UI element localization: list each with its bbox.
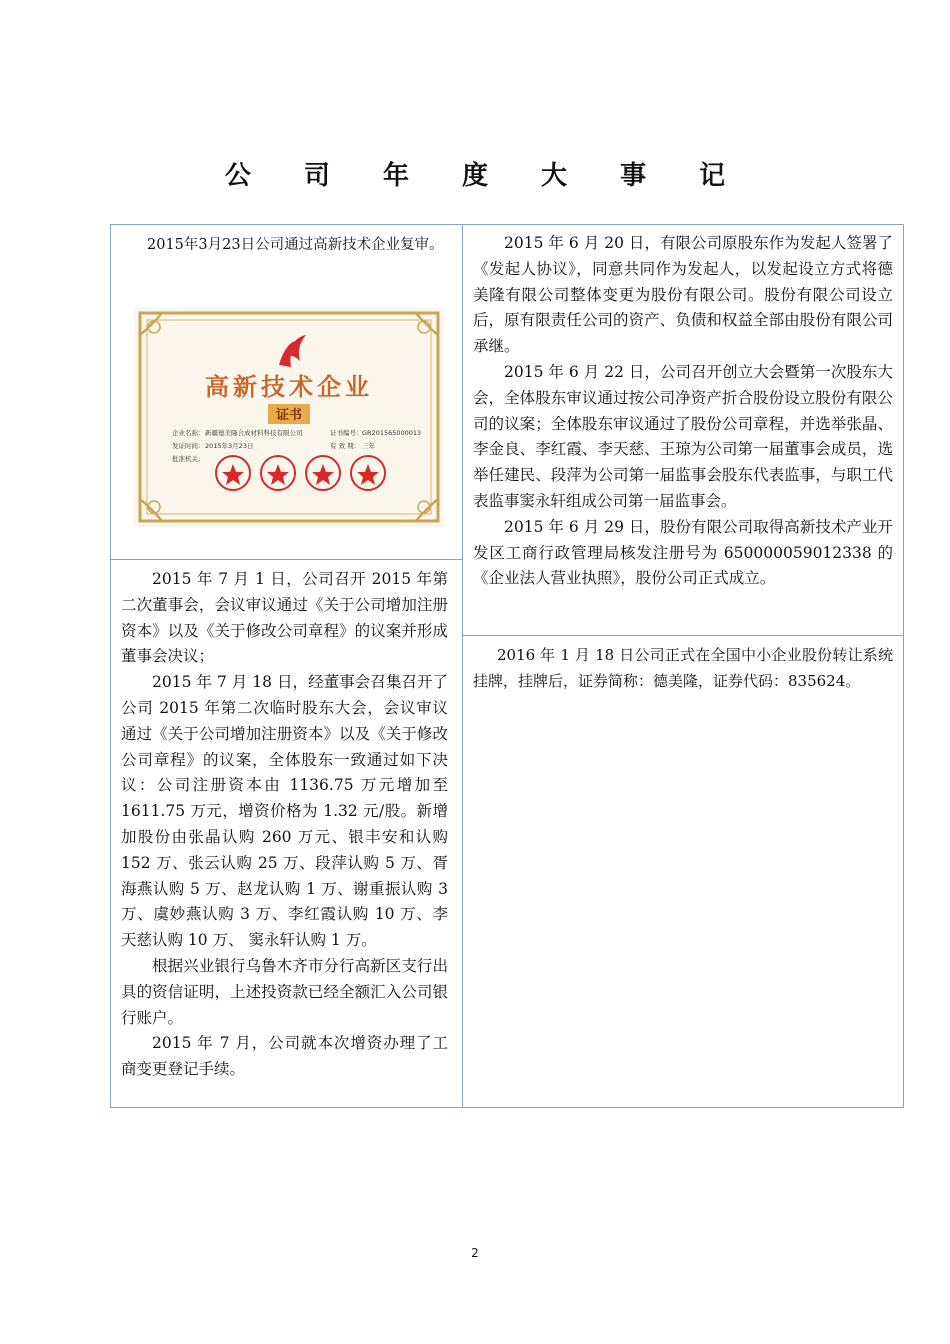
certificate-image (134, 307, 444, 527)
cert-validity-value: 三年 (362, 442, 375, 450)
event-cell-listing (462, 635, 904, 1108)
certificate-heading: 高新技术企业 (205, 373, 373, 401)
event-paragraph: 2015 年 6 月 20 日，有限公司原股东作为发起人签署了《发起人协议》，同意共同作为发起人，以发起设立方式将德美隆有限公司整体变更为股份有限公司。股份有限公司设立后，原有限责任公司的资产、负债和权益全部由股份有限公司承继。 (473, 234, 893, 356)
cert-issue-label: 发证时间： (172, 442, 205, 450)
event-paragraph: 2015 年 6 月 22 日，公司召开创立大会暨第一次股东大会，全体股东审议通过按公司净资产折合股份设立股份有限公司的议案；全体股东审议通过了股份公司章程，并选举张晶、李金良、李红霞、李天慈、王琼为公司第一届董事会成员，选举任建民、段萍为公司第一届监事会股东代表监事，与职工代表监事窦永轩组成公司第一届监事会。 (473, 362, 893, 510)
event-cell-capital-increase (110, 559, 463, 1108)
cert-company-value: 新疆德美隆合成材料科技有限公司 (205, 429, 303, 437)
cert-no-label: 证书编号： (330, 429, 363, 437)
cert-no-value: GR201565000013 (362, 429, 422, 437)
page-title: 公 司 年 度 大 事 记 (224, 161, 748, 191)
event-paragraph: 2015 年 7 月 1 日，公司召开 2015 年第二次董事会，会议审议通过《关于公司增加注册资本》以及《关于修改公司章程》的议案并形成董事会决议； (121, 570, 448, 666)
page-number: 2 (471, 1246, 479, 1260)
listing-text: 2016 年 1 月 18 日公司正式在全国中小企业股份转让系统挂牌，挂牌后，证券简称：德美隆，证券代码：835624。 (473, 646, 893, 690)
cert-issue-value: 2015年3月23日 (205, 442, 254, 450)
event-paragraph: 2015 年 6 月 29 日，股份有限公司取得高新技术产业开发区工商行政管理局核发注册号为 650000059012338 的《企业法人营业执照》，股份公司正式成立。 (473, 517, 893, 588)
cert-company-label: 企业名称： (172, 429, 205, 437)
event-cell-joint-stock-conversion (462, 224, 904, 636)
event-cell-cert-recheck (110, 224, 463, 560)
cert-approver-label: 批准机关： (172, 455, 205, 463)
event-paragraph: 2015 年 7 月，公司就本次增资办理了工商变更登记手续。 (121, 1034, 448, 1079)
event-paragraph: 根据兴业银行乌鲁木齐市分行高新区支行出具的资信证明，上述投资款已经全额汇入公司银行账户。 (121, 956, 448, 1027)
cert-recheck-text: 2015年3月23日公司通过高新技术企业复审。 (147, 237, 444, 253)
certificate-subheading: 证书 (275, 408, 303, 423)
cert-validity-label: 有 效 期： (330, 442, 361, 450)
event-paragraph: 2015 年 7 月 18 日，经董事会召集召开了公司 2015 年第二次临时股东大会，会议审议通过《关于公司增加注册资本》以及《关于修改公司章程》的议案，全体股东一致通过如下决议：公司注册资本由 1136.75 万元增加至 1611.75 万元，增资价格为 1.32 元/股。新增加股份由张晶认购 260 万元、银丰安和认购 152 万、张云认购 25 万、段萍认购 5 万、胥海燕认购 5 万、赵龙认购 1 万、谢重振认购 3 万、虞妙燕认购 3 万、李红霞认购 10 万、李天慈认购 10 万、 窦永轩认购 1 万。 (121, 673, 448, 950)
